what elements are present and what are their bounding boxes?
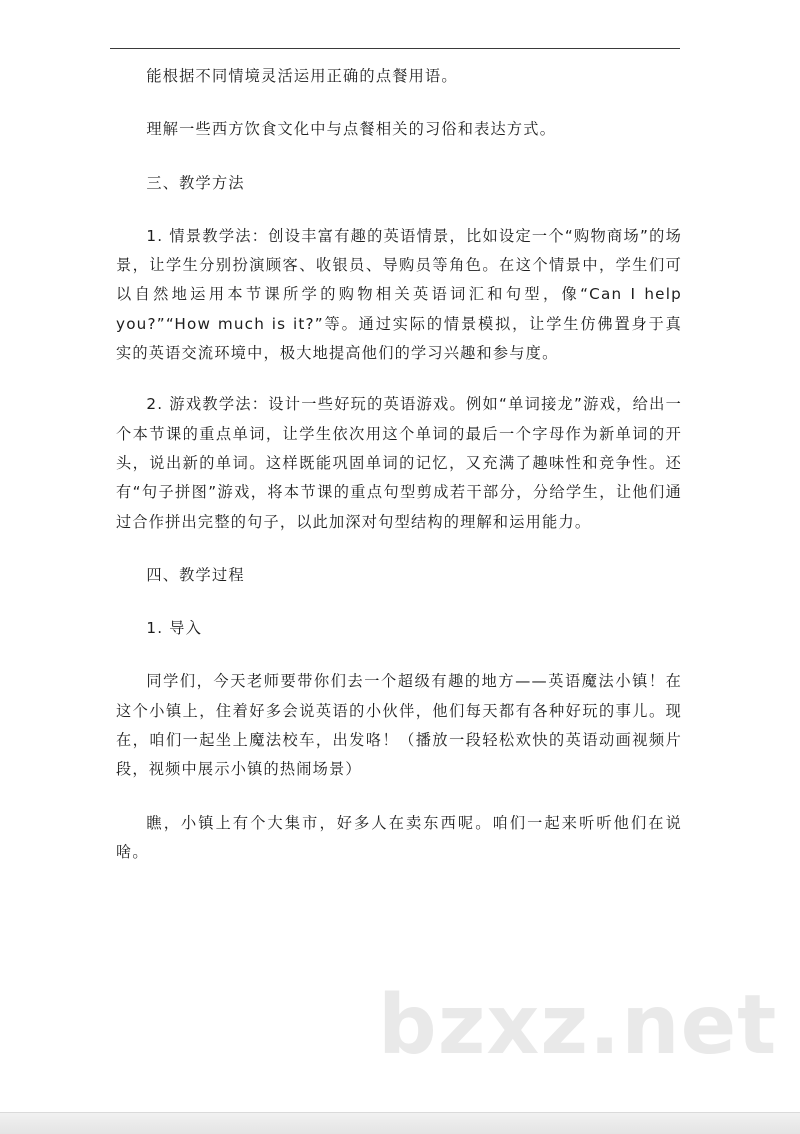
paragraph: 瞧，小镇上有个大集市，好多人在卖东西呢。咱们一起来听听他们在说啥。: [116, 813, 682, 861]
paragraph: 能根据不同情境灵活运用正确的点餐用语。: [146, 67, 458, 85]
page-bottom-edge: [0, 1112, 800, 1134]
subsection-heading: 1. 导入: [146, 619, 203, 638]
section-heading: 三、教学方法: [146, 173, 245, 192]
paragraph: 1. 情景教学法：创设丰富有趣的英语情景，比如设定一个“购物商场”的场景，让学生分别扮演顾客、收银员、导购员等角色。在这个情景中，学生们可以自然地运用本节课所学的购物相关英语词汇和句型，像“Can I help you?”“How much is it?”等。通过实际的情景模拟，让学生仿佛置身于真实的英语交流环境中，极大地提高他们的学习兴趣和参与度。: [116, 226, 682, 363]
section-heading: 四、教学过程: [146, 565, 245, 584]
paragraph: 理解一些西方饮食文化中与点餐相关的习俗和表达方式。: [146, 120, 557, 139]
watermark: bzxz.net: [378, 978, 778, 1073]
paragraph: 2. 游戏教学法：设计一些好玩的英语游戏。例如“单词接龙”游戏，给出一个本节课的重点单词，让学生依次用这个单词的最后一个字母作为新单词的开头，说出新的单词。这样既能巩固单词的记忆，又充满了趣味性和竞争性。还有“句子拼图”游戏，将本节课的重点句型剪成若干部分，分给学生，让他们通过合作拼出完整的句子，以此加深对句型结构的理解和运用能力。: [116, 395, 682, 531]
document-body: [116, 62, 682, 867]
paragraph: 同学们，今天老师要带你们去一个超级有趣的地方——英语魔法小镇！在这个小镇上，住着好多会说英语的小伙伴，他们每天都有各种好玩的事儿。现在，咱们一起坐上魔法校车，出发咯！（播放一段轻松欢快的英语动画视频片段，视频中展示小镇的热闹场景）: [116, 672, 682, 779]
header-rule: [110, 48, 680, 49]
page-bottom-divider: [0, 1112, 800, 1113]
